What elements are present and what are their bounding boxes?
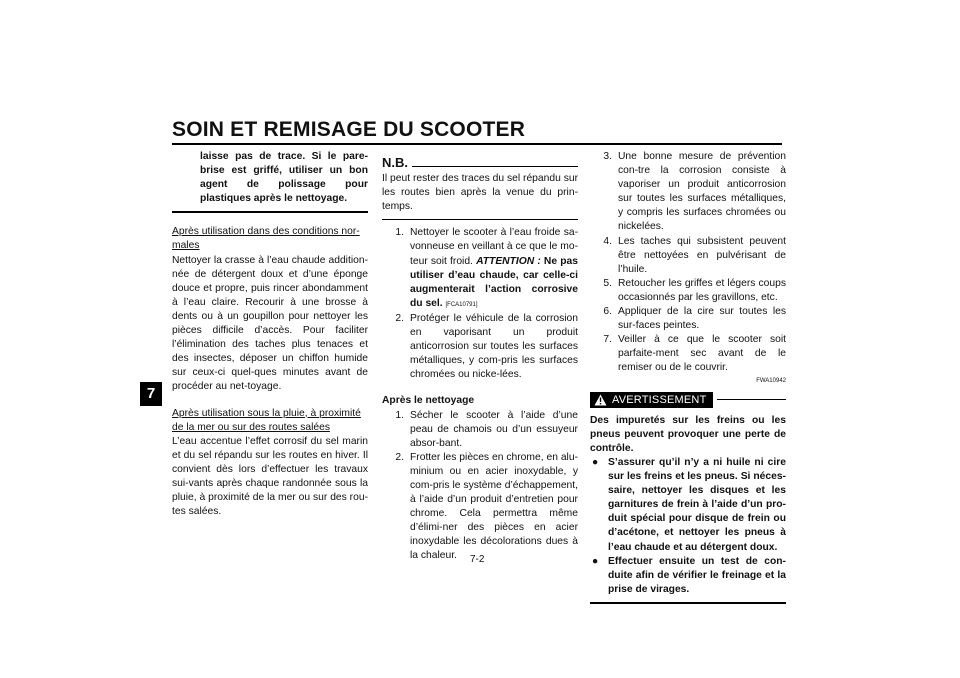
chapter-tab: 7 (140, 382, 162, 406)
nb-label: N.B. (382, 155, 408, 170)
column-3 (590, 150, 786, 604)
bullet-icon: ● (592, 456, 599, 468)
nb-rule (412, 166, 578, 167)
warning-header-rule (717, 399, 787, 400)
warning-text: Des impuretés sur les freins ou les pneus peuvent provoquer une perte de contrôle. (590, 414, 786, 454)
section-normal-heading: Après utilisation dans des conditions nor-males (172, 226, 360, 252)
warning-end-rule (590, 602, 786, 604)
list-item: 3. Une bonne mesure de prévention con-tre la corrosion consiste à vaporiser un produit anticorrosion sur toutes les surfaces métalliques, y compris les surfaces chromées ou nickelées. (603, 151, 786, 233)
warning-bullets (590, 456, 786, 597)
title-rule (172, 143, 782, 145)
section-salt-heading: Après utilisation sous la pluie, à proximité de la mer ou sur des routes salées (172, 407, 361, 433)
after-cleaning-heading: Après le nettoyage (382, 395, 475, 407)
warning-code: FWA10942 (756, 377, 786, 384)
page-title: SOIN ET REMISAGE DU SCOOTER (172, 118, 526, 141)
salt-steps-list (382, 226, 578, 382)
list-item: ● Effectuer ensuite un test de con-duite afin de vérifier le freinage et la prise de virages. (590, 555, 786, 597)
list-item: 5. Retoucher les griffes et légers coups occasionnés par les gravillons, etc. (603, 277, 786, 303)
nb-text: Il peut rester des traces du sel répandu sur les routes bien après la venue du prin-temps. (382, 173, 578, 213)
list-item: 6. Appliquer de la cire sur toutes les sur-faces peintes. (603, 306, 786, 332)
warning-header (590, 392, 786, 408)
list-item: 7. Veiller à ce que le scooter soit parfaite-ment sec avant de le remiser ou de le couvrir. (603, 334, 786, 374)
remaining-steps-list (590, 150, 786, 376)
intro-warning-text: laisse pas de trace. Si le pare-brise est griffé, utiliser un bon agent de polissage pour plastiques après le nettoyage. (200, 151, 368, 205)
attention-text: Ne pas utiliser d’eau chaude, car celle-ci augmenterait l’action corrosive du sel. (410, 255, 578, 309)
list-item: ● S’assurer qu’il n’y a ni huile ni cire sur les freins et les pneus. Si néces-saire, nettoyer les disques et les garnitures de frein à l’aide d’un pro-duit spécial pour disque de frein ou d’acétone, et nettoyer les pneus à l’eau chaude et au détergent doux. (590, 456, 786, 555)
warning-badge (590, 392, 713, 408)
section-normal-text: Nettoyer la crasse à l’eau chaude addition-née de détergent doux et d’une éponge douce et propre, puis rincer abondamment à l’eau claire. Recourir à une brosse à dents ou à un goupillon pour nettoyer les pièces difficile d’accès. Pour faciliter l’élimination des taches plus tenaces et des insectes, déposer un chiffon humide sur ceux-ci quel-ques minutes avant de procéder au net-toyage. (172, 254, 368, 393)
page-number: 7-2 (470, 554, 485, 565)
list-item: 2. Frotter les pièces en chrome, en alu-minium ou en acier inoxydable, y com-pris le système d’échappement, à l’aide d’un produit d’entretien pour chrome. Cela permettra même d’élimi-ner des pièces en acier inoxydable les décolorations dues à la chaleur. (395, 451, 578, 562)
section-salt-text: L’eau accentue l’effet corrosif du sel marin et du sel répandu sur les routes en hiver. Il convient dès lors d’effectuer les travaux sui-vants après chaque randonnée sous la pluie, à proximité de la mer ou sur des rou-tes salées. (172, 435, 368, 518)
list-item: 1. Sécher le scooter à l’aide d’une peau de chamois ou d’un essuyeur absor-bant. (395, 409, 578, 449)
bullet-icon: ● (592, 555, 599, 567)
list-item: 1. Nettoyer le scooter à l’eau froide sa-vonneuse en veillant à ce que le mo-teur soit froid. ATTENTION : Ne pas utiliser d’eau chaude, car celle-ci augmenterait l’action corrosive du sel. [FCA10791] (395, 227, 578, 309)
list-item: 4. Les taches qui subsistent peuvent être nettoyées en pulvérisant de l’huile. (603, 235, 786, 275)
column-1 (172, 150, 368, 519)
warning-label: AVERTISSEMENT (612, 393, 707, 406)
after-steps-list (382, 409, 578, 564)
list-item: 2. Protéger le véhicule de la corrosion en vaporisant un produit anticorrosion sur toutes les surfaces métalliques, y com-pris les surfaces chromées ou nicke-lées. (395, 312, 578, 381)
attention-code: [FCA10791] (445, 301, 478, 308)
column-2 (382, 150, 578, 564)
nb-header (382, 156, 578, 170)
attention-label: ATTENTION : (476, 255, 541, 267)
warning-triangle-icon (594, 394, 607, 406)
